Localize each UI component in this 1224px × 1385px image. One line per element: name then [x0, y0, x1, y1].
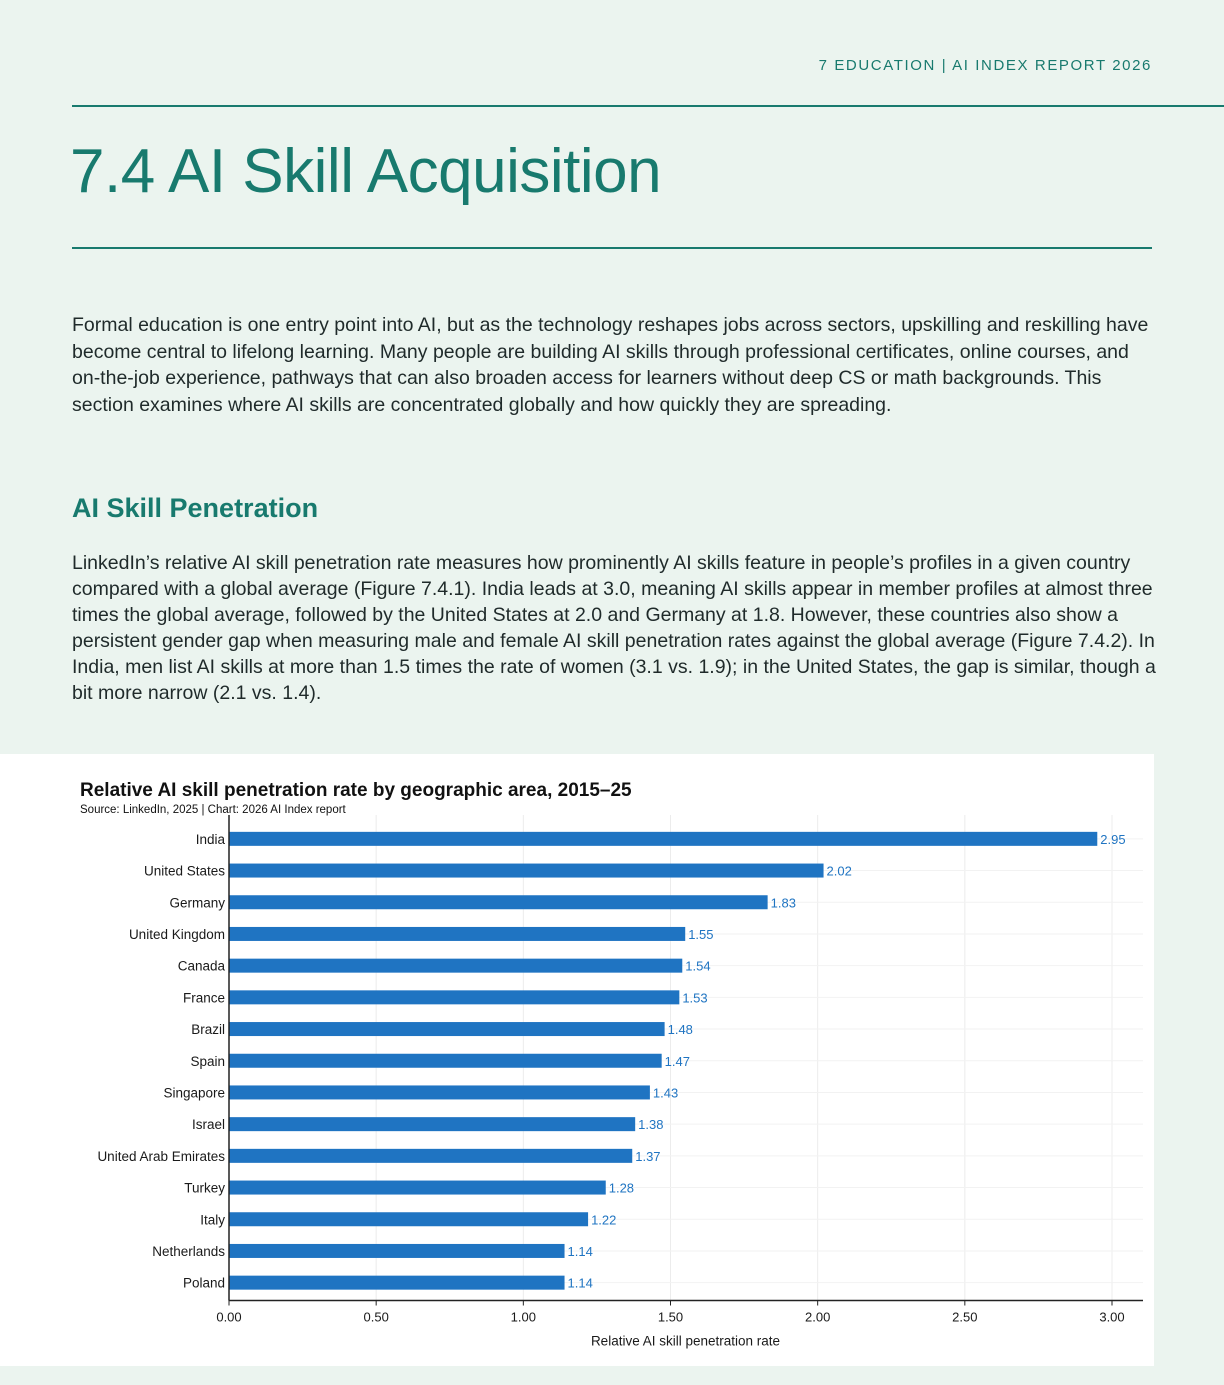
bar — [229, 1054, 662, 1068]
value-label: 1.55 — [688, 926, 714, 942]
x-tick-label: 2.50 — [952, 1309, 978, 1325]
category-label: Singapore — [163, 1085, 225, 1101]
bar — [229, 1022, 665, 1036]
category-label: Spain — [190, 1053, 225, 1069]
bar — [229, 1244, 565, 1258]
category-label: Israel — [191, 1117, 225, 1133]
chart-title: Relative AI skill penetration rate by geographic area, 2015–25 — [80, 780, 632, 801]
bar — [229, 1085, 650, 1099]
value-label: 1.53 — [682, 990, 708, 1006]
intro-paragraph: Formal education is one entry point into AI, but as the technology reshapes jobs across sectors, upskilling and reskilling have become central to lifelong learning. Many people are building AI skills through professional certificates, online courses, and on-the-job experience, pathways that can also broaden access for learners without deep CS or math backgrounds. This section examines where AI skills are concentrated globally and how quickly they are spreading. — [72, 314, 1149, 416]
bar — [229, 895, 768, 909]
category-label: Germany — [169, 895, 225, 911]
bar — [229, 1117, 635, 1131]
x-tick-label: 0.00 — [216, 1309, 242, 1325]
category-label: India — [195, 831, 225, 847]
bar — [229, 1276, 565, 1290]
running-header: 7 EDUCATION | AI INDEX REPORT 2026 — [818, 57, 1152, 74]
value-label: 1.38 — [638, 1117, 664, 1133]
category-label: United Kingdom — [128, 926, 225, 942]
category-label: United Arab Emirates — [97, 1148, 225, 1164]
bar — [229, 959, 682, 973]
value-label: 1.22 — [591, 1212, 617, 1228]
section-title: 7.4 AI Skill Acquisition — [70, 137, 662, 206]
category-label: Brazil — [191, 1022, 225, 1038]
value-label: 1.48 — [667, 1022, 693, 1038]
x-tick-label: 3.00 — [1099, 1309, 1125, 1325]
header-rule — [72, 105, 1224, 107]
category-label: Netherlands — [152, 1243, 225, 1259]
category-label: Poland — [182, 1275, 225, 1291]
bar — [229, 1212, 588, 1226]
value-label: 1.37 — [635, 1148, 661, 1164]
chart-source: Source: LinkedIn, 2025 | Chart: 2026 AI Index report — [80, 804, 346, 816]
bar-chart — [0, 815, 1154, 1355]
title-rule — [72, 247, 1152, 249]
x-tick-label: 1.00 — [510, 1309, 536, 1325]
category-label: Italy — [200, 1212, 225, 1228]
value-label: 1.83 — [770, 895, 796, 911]
value-label: 2.02 — [826, 863, 852, 879]
x-axis-title: Relative AI skill penetration rate — [590, 1333, 781, 1349]
bar — [229, 1149, 632, 1163]
category-label: Canada — [177, 958, 225, 974]
bar — [229, 864, 824, 878]
value-label: 1.14 — [567, 1243, 593, 1259]
value-label: 2.95 — [1100, 831, 1126, 847]
subsection-heading: AI Skill Penetration — [72, 493, 319, 523]
bar — [229, 927, 685, 941]
value-label: 1.54 — [685, 958, 711, 974]
bar — [229, 990, 679, 1004]
category-label: France — [182, 990, 225, 1006]
x-tick-label: 0.50 — [363, 1309, 389, 1325]
x-tick-label: 2.00 — [805, 1309, 831, 1325]
x-tick-label: 1.50 — [657, 1309, 684, 1325]
value-label: 1.43 — [652, 1085, 679, 1101]
category-label: United States — [143, 863, 225, 879]
category-label: Turkey — [184, 1180, 225, 1196]
bar — [229, 832, 1097, 846]
value-label: 1.28 — [608, 1180, 635, 1196]
body-paragraph: LinkedIn’s relative AI skill penetration rate measures how prominently AI skills feature in people’s profiles in a given country compared with a global average (Figure 7.4.1). India leads at 3.0, meaning AI skills appear in member profiles at almost three times the global average, followed by the United States at 2.0 and Germany at 1.8. However, these countries also show a persistent gender gap when measuring male and female AI skill penetration rates against the global average (Figure 7.4.2). In India, men list AI skills at more than 1.5 times the rate of women (3.1 vs. 1.9); in the United States, the gap is similar, though a bit more narrow (2.1 vs. 1.4). — [72, 552, 1156, 704]
value-label: 1.14 — [567, 1275, 593, 1291]
value-label: 1.47 — [664, 1053, 690, 1069]
bar — [229, 1181, 606, 1195]
